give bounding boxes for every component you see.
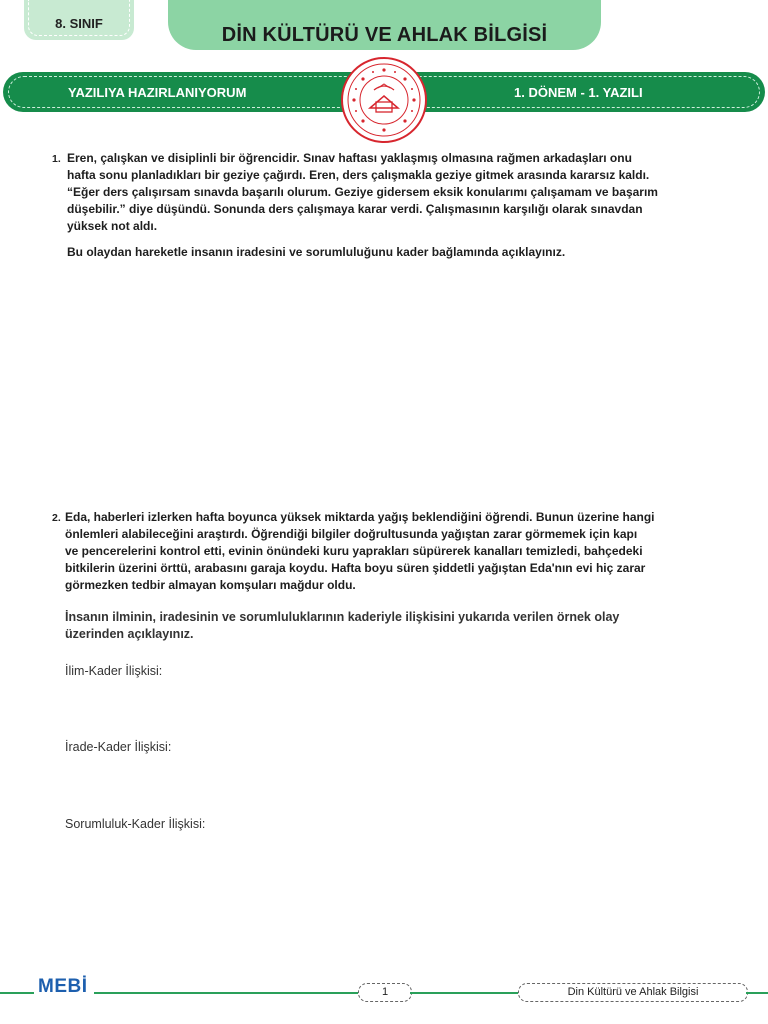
header-bar-left-label: YAZILIYA HAZIRLANIYORUM [68, 85, 247, 100]
sorumluluk-kader-label: Sorumluluk-Kader İlişkisi: [65, 817, 206, 831]
ministry-emblem-icon [340, 56, 428, 144]
question-1-line: yüksek not aldı. [67, 219, 158, 233]
footer-divider [0, 992, 34, 994]
question-2-line: Eda, haberleri izlerken hafta boyunca yüksek miktarda yağış beklendiğini öğrendi. Bunun üzerine hangi [65, 510, 655, 524]
page-number: 1 [358, 983, 412, 1002]
footer-divider [94, 992, 358, 994]
grade-label: 8. SINIF [55, 16, 103, 31]
question-1-text [67, 150, 658, 235]
header-bar-right-label: 1. DÖNEM - 1. YAZILI [514, 85, 643, 100]
question-2-line: görmezken tedbir almayan komşuları mağdur oldu. [65, 578, 356, 592]
question-1-line: Eren, çalışkan ve disiplinli bir öğrencidir. Sınav haftası yaklaşmış olmasına rağmen arkadaşları onu [67, 151, 632, 165]
mebi-logo: MEBİ [38, 976, 88, 997]
question-2-instruction-line: üzerinden açıklayınız. [65, 627, 194, 641]
question-2-number: 2. [52, 512, 61, 524]
question-1-line: hafta sonu planladıkları bir geziye çağırdı. Eren, ders çalışmakla geziye gitmek arasında kararsız kaldı. [67, 168, 650, 182]
question-1-instruction: Bu olaydan hareketle insanın iradesini ve sorumluluğunu kader bağlamında açıklayınız. [67, 245, 566, 259]
page-title: DİN KÜLTÜRÜ VE AHLAK BİLGİSİ [221, 24, 548, 46]
question-2-instruction [65, 609, 619, 643]
question-2-line: bitkilerin üzerini örttü, arabasını garaja koydu. Hafta boyu süren şiddetli yağıştan Eda'nın evi hiç zarar [65, 561, 646, 575]
question-1-line: “Eğer ders çalışırsam sınavda başarılı olurum. Geziye gidersem eksik konularımı çalışamam ve başarım [67, 185, 658, 199]
question-2-text [65, 509, 654, 594]
question-1-number: 1. [52, 153, 61, 165]
irade-kader-label: İrade-Kader İlişkisi: [65, 740, 172, 754]
question-2-instruction-line: İnsanın ilminin, iradesinin ve sorumluluklarının kaderiyle ilişkisini yukarıda verilen örnek olay [65, 610, 620, 624]
question-1-line: düşebilir.” diye düşündü. Sonunda ders çalışmaya karar verdi. Çalışmasının karşılığı olarak sınavdan [67, 202, 643, 216]
title-tab [168, 0, 601, 50]
question-2-line: ve pencerelerini kontrol etti, evinin önündeki kuru yaprakları süpürerek kanalları temizledi, bahçedeki [65, 544, 643, 558]
footer-divider [746, 992, 768, 994]
ilim-kader-label: İlim-Kader İlişkisi: [65, 664, 163, 678]
footer-divider [410, 992, 518, 994]
footer-subject: Din Kültürü ve Ahlak Bilgisi [518, 983, 748, 1002]
question-2-line: önlemleri alabileceğini araştırdı. Öğrendiği bilgiler doğrultusunda yağıştan zarar görmemek için kapı [65, 527, 638, 541]
grade-tab [24, 0, 134, 40]
